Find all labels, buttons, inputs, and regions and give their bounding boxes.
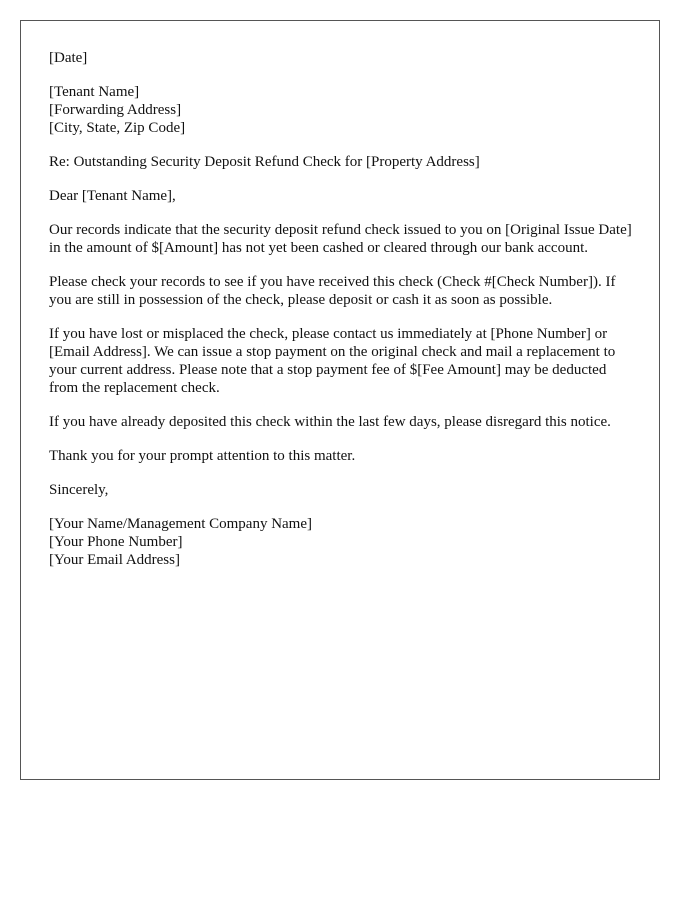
letter-page [20, 20, 660, 780]
subject-block [49, 153, 639, 171]
letter-salutation: Dear [Tenant Name], [49, 188, 176, 204]
letter-body [49, 49, 639, 585]
body-paragraph-5: Thank you for your prompt attention to this matter. [49, 448, 356, 464]
signature-email: [Your Email Address] [49, 552, 180, 568]
recipient-name: [Tenant Name] [49, 84, 140, 100]
recipient-city-state-zip: [City, State, Zip Code] [49, 120, 186, 136]
body-paragraph-4: If you have already deposited this check within the last few days, please disregard this notice. [49, 414, 611, 430]
signature-block [49, 515, 639, 569]
salutation-block [49, 187, 639, 205]
recipient-address: [Forwarding Address] [49, 102, 182, 118]
date-block [49, 49, 639, 67]
body-paragraph-1: Our records indicate that the security deposit refund check issued to you on [Original Issue Date] in the amount of $[Amount] has not yet been cashed or cleared through our bank account. [49, 222, 632, 256]
recipient-block [49, 83, 639, 137]
signature-name: [Your Name/Management Company Name] [49, 516, 312, 532]
letter-subject: Re: Outstanding Security Deposit Refund Check for [Property Address] [49, 154, 480, 170]
letter-date: [Date] [49, 50, 88, 66]
body-paragraph-2: Please check your records to see if you have received this check (Check #[Check Number]). If you are still in possession of the check, please deposit or cash it as soon as possible. [49, 274, 616, 308]
body-paragraph-3: If you have lost or misplaced the check, please contact us immediately at [Phone Number] or [Email Address]. We can issue a stop payment on the original check and mail a replacement to your current address. Please note that a stop payment fee of $[Fee Amount] may be deducted from the replacement check. [49, 326, 616, 396]
signature-phone: [Your Phone Number] [49, 534, 183, 550]
letter-closing: Sincerely, [49, 482, 109, 498]
closing-block [49, 481, 639, 499]
